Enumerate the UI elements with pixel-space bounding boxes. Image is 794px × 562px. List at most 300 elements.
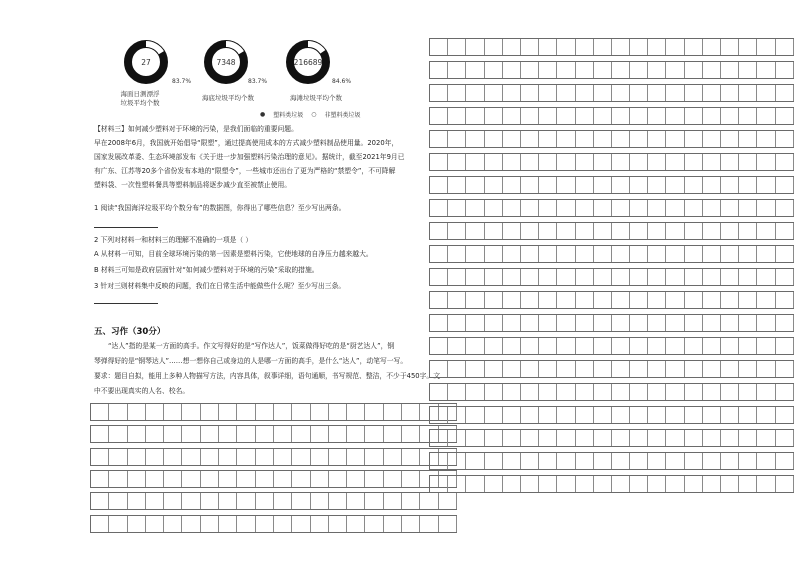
grid-cell[interactable] xyxy=(757,292,775,308)
grid-cell[interactable] xyxy=(739,62,757,78)
grid-cell[interactable] xyxy=(630,453,648,469)
grid-cell[interactable] xyxy=(521,338,539,354)
grid-cell[interactable] xyxy=(448,246,466,262)
grid-cell[interactable] xyxy=(630,108,648,124)
grid-cell[interactable] xyxy=(201,471,219,487)
grid-cell[interactable] xyxy=(503,453,521,469)
grid-cell[interactable] xyxy=(146,493,164,509)
grid-cell[interactable] xyxy=(576,361,594,377)
grid-cell[interactable] xyxy=(703,85,721,101)
grid-cell[interactable] xyxy=(757,453,775,469)
grid-cell[interactable] xyxy=(721,39,739,55)
grid-cell[interactable] xyxy=(219,449,237,465)
grid-cell[interactable] xyxy=(146,449,164,465)
grid-cell[interactable] xyxy=(109,471,127,487)
grid-cell[interactable] xyxy=(666,246,684,262)
grid-cell[interactable] xyxy=(576,177,594,193)
grid-cell[interactable] xyxy=(521,39,539,55)
grid-cell[interactable] xyxy=(448,430,466,446)
grid-cell[interactable] xyxy=(594,407,612,423)
grid-cell[interactable] xyxy=(703,246,721,262)
grid-cell[interactable] xyxy=(739,200,757,216)
grid-cell[interactable] xyxy=(237,493,255,509)
grid-cell[interactable] xyxy=(219,404,237,420)
grid-cell[interactable] xyxy=(292,426,310,442)
grid-cell[interactable] xyxy=(521,269,539,285)
grid-cell[interactable] xyxy=(703,292,721,308)
grid-cell[interactable] xyxy=(612,39,630,55)
grid-cell[interactable] xyxy=(201,493,219,509)
grid-cell[interactable] xyxy=(448,384,466,400)
grid-cell[interactable] xyxy=(430,430,448,446)
grid-cell[interactable] xyxy=(612,407,630,423)
grid-cell[interactable] xyxy=(666,200,684,216)
grid-cell[interactable] xyxy=(648,453,666,469)
grid-cell[interactable] xyxy=(329,449,347,465)
grid-cell[interactable] xyxy=(757,269,775,285)
grid-cell[interactable] xyxy=(739,154,757,170)
grid-cell[interactable] xyxy=(430,246,448,262)
grid-cell[interactable] xyxy=(666,407,684,423)
grid-cell[interactable] xyxy=(594,361,612,377)
grid-cell[interactable] xyxy=(485,246,503,262)
grid-cell[interactable] xyxy=(757,131,775,147)
grid-cell[interactable] xyxy=(521,430,539,446)
grid-cell[interactable] xyxy=(666,384,684,400)
grid-cell[interactable] xyxy=(630,430,648,446)
grid-cell[interactable] xyxy=(256,426,274,442)
grid-cell[interactable] xyxy=(539,85,557,101)
grid-cell[interactable] xyxy=(182,493,200,509)
grid-cell[interactable] xyxy=(146,404,164,420)
grid-cell[interactable] xyxy=(648,407,666,423)
grid-cell[interactable] xyxy=(685,154,703,170)
grid-cell[interactable] xyxy=(612,177,630,193)
grid-cell[interactable] xyxy=(557,315,575,331)
grid-cell[interactable] xyxy=(503,361,521,377)
grid-cell[interactable] xyxy=(557,223,575,239)
grid-cell[interactable] xyxy=(630,407,648,423)
grid-cell[interactable] xyxy=(466,131,484,147)
grid-cell[interactable] xyxy=(721,131,739,147)
grid-cell[interactable] xyxy=(594,177,612,193)
grid-cell[interactable] xyxy=(703,108,721,124)
grid-cell[interactable] xyxy=(648,85,666,101)
grid-cell[interactable] xyxy=(557,108,575,124)
grid-cell[interactable] xyxy=(448,269,466,285)
grid-cell[interactable] xyxy=(757,476,775,492)
grid-cell[interactable] xyxy=(146,471,164,487)
grid-cell[interactable] xyxy=(128,404,146,420)
grid-cell[interactable] xyxy=(757,430,775,446)
grid-cell[interactable] xyxy=(503,223,521,239)
grid-cell[interactable] xyxy=(630,39,648,55)
grid-cell[interactable] xyxy=(685,292,703,308)
grid-cell[interactable] xyxy=(666,62,684,78)
grid-cell[interactable] xyxy=(485,62,503,78)
grid-cell[interactable] xyxy=(757,85,775,101)
grid-cell[interactable] xyxy=(201,426,219,442)
grid-cell[interactable] xyxy=(430,338,448,354)
grid-cell[interactable] xyxy=(776,108,794,124)
grid-cell[interactable] xyxy=(576,453,594,469)
grid-cell[interactable] xyxy=(685,200,703,216)
grid-cell[interactable] xyxy=(557,154,575,170)
grid-cell[interactable] xyxy=(612,154,630,170)
grid-cell[interactable] xyxy=(146,426,164,442)
grid-cell[interactable] xyxy=(329,493,347,509)
grid-cell[interactable] xyxy=(420,516,438,532)
grid-cell[interactable] xyxy=(402,404,420,420)
grid-cell[interactable] xyxy=(219,493,237,509)
grid-cell[interactable] xyxy=(128,426,146,442)
grid-cell[interactable] xyxy=(648,269,666,285)
grid-cell[interactable] xyxy=(503,131,521,147)
grid-cell[interactable] xyxy=(739,131,757,147)
grid-cell[interactable] xyxy=(666,223,684,239)
grid-cell[interactable] xyxy=(557,62,575,78)
grid-cell[interactable] xyxy=(721,223,739,239)
grid-cell[interactable] xyxy=(557,85,575,101)
grid-cell[interactable] xyxy=(237,449,255,465)
grid-cell[interactable] xyxy=(219,516,237,532)
grid-cell[interactable] xyxy=(594,85,612,101)
grid-cell[interactable] xyxy=(666,476,684,492)
grid-cell[interactable] xyxy=(757,384,775,400)
grid-cell[interactable] xyxy=(485,39,503,55)
grid-cell[interactable] xyxy=(274,426,292,442)
grid-cell[interactable] xyxy=(503,384,521,400)
grid-cell[interactable] xyxy=(430,154,448,170)
grid-cell[interactable] xyxy=(594,39,612,55)
grid-cell[interactable] xyxy=(521,200,539,216)
grid-cell[interactable] xyxy=(612,200,630,216)
grid-cell[interactable] xyxy=(466,154,484,170)
grid-cell[interactable] xyxy=(466,177,484,193)
grid-cell[interactable] xyxy=(739,246,757,262)
grid-cell[interactable] xyxy=(521,407,539,423)
grid-cell[interactable] xyxy=(430,361,448,377)
grid-cell[interactable] xyxy=(128,449,146,465)
grid-cell[interactable] xyxy=(503,269,521,285)
grid-cell[interactable] xyxy=(448,453,466,469)
grid-cell[interactable] xyxy=(685,407,703,423)
grid-cell[interactable] xyxy=(466,407,484,423)
question-1-answer-line[interactable] xyxy=(94,227,158,228)
grid-cell[interactable] xyxy=(128,516,146,532)
grid-cell[interactable] xyxy=(648,62,666,78)
grid-cell[interactable] xyxy=(311,493,329,509)
grid-cell[interactable] xyxy=(539,200,557,216)
grid-cell[interactable] xyxy=(648,108,666,124)
grid-cell[interactable] xyxy=(539,246,557,262)
grid-cell[interactable] xyxy=(630,62,648,78)
grid-cell[interactable] xyxy=(430,384,448,400)
grid-cell[interactable] xyxy=(576,338,594,354)
grid-cell[interactable] xyxy=(648,338,666,354)
grid-cell[interactable] xyxy=(539,361,557,377)
grid-cell[interactable] xyxy=(666,338,684,354)
grid-cell[interactable] xyxy=(776,476,794,492)
grid-cell[interactable] xyxy=(466,361,484,377)
grid-cell[interactable] xyxy=(685,39,703,55)
grid-cell[interactable] xyxy=(757,200,775,216)
grid-cell[interactable] xyxy=(485,85,503,101)
grid-cell[interactable] xyxy=(439,516,457,532)
grid-cell[interactable] xyxy=(721,384,739,400)
grid-cell[interactable] xyxy=(430,292,448,308)
grid-cell[interactable] xyxy=(466,85,484,101)
grid-cell[interactable] xyxy=(182,404,200,420)
grid-cell[interactable] xyxy=(109,449,127,465)
grid-cell[interactable] xyxy=(503,315,521,331)
grid-cell[interactable] xyxy=(703,430,721,446)
grid-cell[interactable] xyxy=(776,407,794,423)
grid-cell[interactable] xyxy=(109,493,127,509)
grid-cell[interactable] xyxy=(594,269,612,285)
grid-cell[interactable] xyxy=(557,407,575,423)
grid-cell[interactable] xyxy=(201,449,219,465)
grid-cell[interactable] xyxy=(648,131,666,147)
grid-cell[interactable] xyxy=(182,426,200,442)
grid-cell[interactable] xyxy=(539,62,557,78)
grid-cell[interactable] xyxy=(666,131,684,147)
grid-cell[interactable] xyxy=(648,315,666,331)
grid-cell[interactable] xyxy=(521,154,539,170)
grid-cell[interactable] xyxy=(539,430,557,446)
grid-cell[interactable] xyxy=(466,453,484,469)
grid-cell[interactable] xyxy=(503,108,521,124)
grid-cell[interactable] xyxy=(466,430,484,446)
grid-cell[interactable] xyxy=(721,200,739,216)
grid-cell[interactable] xyxy=(448,292,466,308)
grid-cell[interactable] xyxy=(776,177,794,193)
grid-cell[interactable] xyxy=(703,177,721,193)
grid-cell[interactable] xyxy=(576,315,594,331)
grid-cell[interactable] xyxy=(91,426,109,442)
grid-cell[interactable] xyxy=(703,223,721,239)
grid-cell[interactable] xyxy=(109,516,127,532)
grid-cell[interactable] xyxy=(402,426,420,442)
grid-cell[interactable] xyxy=(576,223,594,239)
grid-cell[interactable] xyxy=(503,292,521,308)
grid-cell[interactable] xyxy=(292,493,310,509)
grid-cell[interactable] xyxy=(219,471,237,487)
grid-cell[interactable] xyxy=(703,131,721,147)
grid-cell[interactable] xyxy=(539,384,557,400)
grid-cell[interactable] xyxy=(648,476,666,492)
grid-cell[interactable] xyxy=(776,131,794,147)
grid-cell[interactable] xyxy=(685,453,703,469)
grid-cell[interactable] xyxy=(685,338,703,354)
grid-cell[interactable] xyxy=(311,516,329,532)
grid-cell[interactable] xyxy=(466,62,484,78)
grid-cell[interactable] xyxy=(182,471,200,487)
grid-cell[interactable] xyxy=(776,361,794,377)
grid-cell[interactable] xyxy=(594,131,612,147)
grid-cell[interactable] xyxy=(703,315,721,331)
grid-cell[interactable] xyxy=(703,39,721,55)
grid-cell[interactable] xyxy=(612,131,630,147)
grid-cell[interactable] xyxy=(757,177,775,193)
grid-cell[interactable] xyxy=(539,292,557,308)
grid-cell[interactable] xyxy=(485,269,503,285)
grid-cell[interactable] xyxy=(292,449,310,465)
grid-cell[interactable] xyxy=(757,407,775,423)
grid-cell[interactable] xyxy=(485,430,503,446)
grid-cell[interactable] xyxy=(539,453,557,469)
grid-cell[interactable] xyxy=(630,246,648,262)
grid-cell[interactable] xyxy=(466,384,484,400)
grid-cell[interactable] xyxy=(539,131,557,147)
grid-cell[interactable] xyxy=(256,404,274,420)
grid-cell[interactable] xyxy=(703,407,721,423)
grid-cell[interactable] xyxy=(666,85,684,101)
grid-cell[interactable] xyxy=(485,223,503,239)
grid-cell[interactable] xyxy=(274,449,292,465)
grid-cell[interactable] xyxy=(630,223,648,239)
grid-cell[interactable] xyxy=(685,85,703,101)
grid-cell[interactable] xyxy=(630,338,648,354)
grid-cell[interactable] xyxy=(557,131,575,147)
grid-cell[interactable] xyxy=(365,404,383,420)
grid-cell[interactable] xyxy=(365,426,383,442)
grid-cell[interactable] xyxy=(311,426,329,442)
grid-cell[interactable] xyxy=(776,269,794,285)
grid-cell[interactable] xyxy=(721,154,739,170)
grid-cell[interactable] xyxy=(237,471,255,487)
grid-cell[interactable] xyxy=(612,85,630,101)
grid-cell[interactable] xyxy=(666,315,684,331)
grid-cell[interactable] xyxy=(503,430,521,446)
grid-cell[interactable] xyxy=(347,516,365,532)
grid-cell[interactable] xyxy=(466,338,484,354)
grid-cell[interactable] xyxy=(311,449,329,465)
grid-cell[interactable] xyxy=(539,338,557,354)
grid-cell[interactable] xyxy=(776,430,794,446)
grid-cell[interactable] xyxy=(612,108,630,124)
grid-cell[interactable] xyxy=(612,476,630,492)
grid-cell[interactable] xyxy=(685,269,703,285)
grid-cell[interactable] xyxy=(448,223,466,239)
grid-cell[interactable] xyxy=(430,177,448,193)
grid-cell[interactable] xyxy=(521,177,539,193)
grid-cell[interactable] xyxy=(612,269,630,285)
grid-cell[interactable] xyxy=(576,39,594,55)
grid-cell[interactable] xyxy=(256,449,274,465)
grid-cell[interactable] xyxy=(466,39,484,55)
grid-cell[interactable] xyxy=(256,516,274,532)
grid-cell[interactable] xyxy=(256,471,274,487)
grid-cell[interactable] xyxy=(739,177,757,193)
grid-cell[interactable] xyxy=(521,361,539,377)
grid-cell[interactable] xyxy=(466,200,484,216)
grid-cell[interactable] xyxy=(685,476,703,492)
grid-cell[interactable] xyxy=(448,85,466,101)
grid-cell[interactable] xyxy=(164,426,182,442)
grid-cell[interactable] xyxy=(521,62,539,78)
grid-cell[interactable] xyxy=(384,404,402,420)
grid-cell[interactable] xyxy=(503,246,521,262)
grid-cell[interactable] xyxy=(503,177,521,193)
grid-cell[interactable] xyxy=(685,361,703,377)
grid-cell[interactable] xyxy=(274,404,292,420)
grid-cell[interactable] xyxy=(594,223,612,239)
grid-cell[interactable] xyxy=(329,516,347,532)
grid-cell[interactable] xyxy=(539,154,557,170)
grid-cell[interactable] xyxy=(521,476,539,492)
grid-cell[interactable] xyxy=(739,476,757,492)
grid-cell[interactable] xyxy=(557,338,575,354)
grid-cell[interactable] xyxy=(237,516,255,532)
grid-cell[interactable] xyxy=(612,292,630,308)
grid-cell[interactable] xyxy=(557,292,575,308)
grid-cell[interactable] xyxy=(739,338,757,354)
grid-cell[interactable] xyxy=(630,315,648,331)
grid-cell[interactable] xyxy=(721,338,739,354)
grid-cell[interactable] xyxy=(666,177,684,193)
grid-cell[interactable] xyxy=(384,471,402,487)
grid-cell[interactable] xyxy=(164,493,182,509)
grid-cell[interactable] xyxy=(757,108,775,124)
grid-cell[interactable] xyxy=(448,131,466,147)
grid-cell[interactable] xyxy=(721,177,739,193)
grid-cell[interactable] xyxy=(557,200,575,216)
grid-cell[interactable] xyxy=(576,476,594,492)
grid-cell[interactable] xyxy=(539,407,557,423)
grid-cell[interactable] xyxy=(384,516,402,532)
grid-cell[interactable] xyxy=(630,85,648,101)
grid-cell[interactable] xyxy=(703,154,721,170)
grid-cell[interactable] xyxy=(703,62,721,78)
grid-cell[interactable] xyxy=(485,177,503,193)
grid-cell[interactable] xyxy=(365,493,383,509)
grid-cell[interactable] xyxy=(274,493,292,509)
grid-cell[interactable] xyxy=(630,131,648,147)
grid-cell[interactable] xyxy=(521,292,539,308)
grid-cell[interactable] xyxy=(721,269,739,285)
grid-cell[interactable] xyxy=(164,449,182,465)
grid-cell[interactable] xyxy=(576,269,594,285)
grid-cell[interactable] xyxy=(485,361,503,377)
grid-cell[interactable] xyxy=(739,108,757,124)
grid-cell[interactable] xyxy=(311,404,329,420)
grid-cell[interactable] xyxy=(347,426,365,442)
grid-cell[interactable] xyxy=(503,407,521,423)
grid-cell[interactable] xyxy=(576,292,594,308)
grid-cell[interactable] xyxy=(594,430,612,446)
grid-cell[interactable] xyxy=(739,269,757,285)
grid-cell[interactable] xyxy=(594,154,612,170)
grid-cell[interactable] xyxy=(703,338,721,354)
grid-cell[interactable] xyxy=(776,292,794,308)
grid-cell[interactable] xyxy=(739,361,757,377)
grid-cell[interactable] xyxy=(612,453,630,469)
grid-cell[interactable] xyxy=(757,246,775,262)
grid-cell[interactable] xyxy=(739,407,757,423)
grid-cell[interactable] xyxy=(612,338,630,354)
grid-cell[interactable] xyxy=(256,493,274,509)
grid-cell[interactable] xyxy=(739,292,757,308)
grid-cell[interactable] xyxy=(521,223,539,239)
grid-cell[interactable] xyxy=(466,476,484,492)
grid-cell[interactable] xyxy=(557,453,575,469)
grid-cell[interactable] xyxy=(612,62,630,78)
grid-cell[interactable] xyxy=(539,177,557,193)
grid-cell[interactable] xyxy=(576,407,594,423)
grid-cell[interactable] xyxy=(430,407,448,423)
grid-cell[interactable] xyxy=(402,471,420,487)
